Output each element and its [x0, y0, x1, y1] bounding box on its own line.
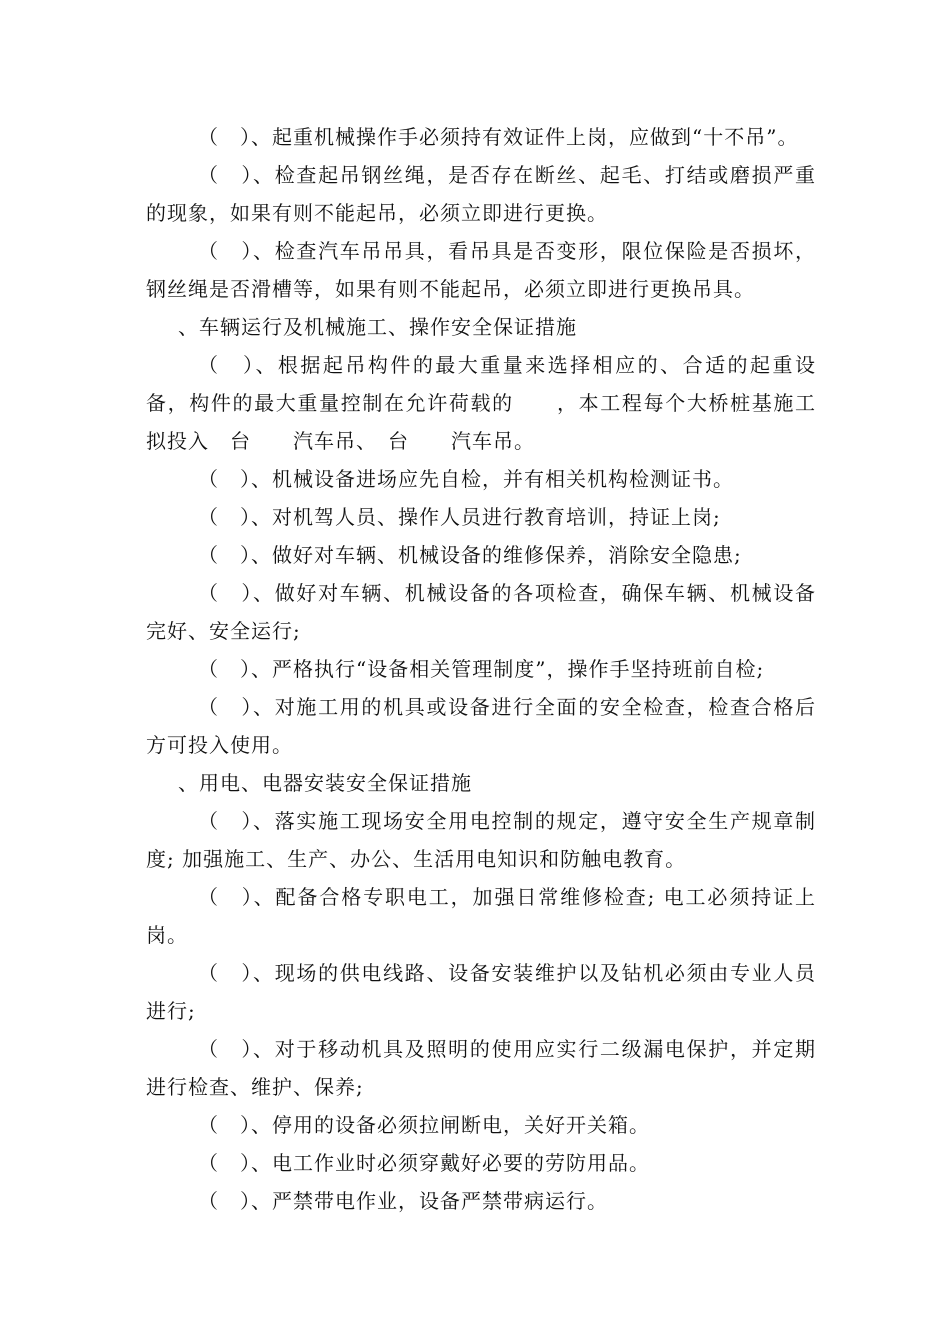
paragraph-electrical-rules: （ ）、落实施工现场安全用电控制的规定，遵守安全生产规章制度; 加强施工、生产、办公、生活用电知识和防触电教育。: [146, 809, 816, 871]
paragraph-power-lines: （ ）、现场的供电线路、设备安装维护以及钻机必须由专业人员进行;: [146, 961, 816, 1023]
paragraph-leakage-protection: （ ）、对于移动机具及照明的使用应实行二级漏电保护，并定期进行检查、维护、保养;: [146, 1037, 816, 1099]
paragraph-no-live-work: （ ）、严禁带电作业，设备严禁带病运行。: [198, 1189, 608, 1213]
paragraph-management-rules: （ ）、严格执行“设备相关管理制度”，操作手坚持班前自检;: [198, 657, 765, 681]
document-body: [146, 118, 816, 1220]
paragraph-safety-check: （ ）、对施工用的机具或设备进行全面的安全检查，检查合格后方可投入使用。: [146, 695, 816, 757]
paragraph-electrician: （ ）、配备合格专职电工，加强日常维修检查; 电工必须持证上岗。: [146, 885, 816, 947]
paragraph-protective-gear: （ ）、电工作业时必须穿戴好必要的劳防用品。: [198, 1151, 650, 1175]
paragraph-lifting-operator-certificate: （ ）、起重机械操作手必须持有效证件上岗，应做到“十不吊”。: [198, 125, 799, 149]
paragraph-power-off: （ ）、停用的设备必须拉闸断电，关好开关箱。: [198, 1113, 650, 1137]
paragraph-equipment-self-check: （ ）、机械设备进场应先自检，并有相关机构检测证书。: [198, 467, 734, 491]
paragraph-maintenance: （ ）、做好对车辆、机械设备的维修保养，消除安全隐患;: [198, 543, 742, 567]
paragraph-vehicle-inspection: （ ）、做好对车辆、机械设备的各项检查，确保车辆、机械设备完好、安全运行;: [146, 581, 816, 643]
paragraph-wire-rope-inspection: （ ）、检查起吊钢丝绳，是否存在断丝、起毛、打结或磨损严重的现象，如果有则不能起吊，必须立即进行更换。: [146, 163, 816, 225]
section-heading-vehicle-machinery: 、车辆运行及机械施工、操作安全保证措施: [178, 315, 577, 339]
paragraph-crane-selection: （ ）、根据起吊构件的最大重量来选择相应的、合适的起重设备，构件的最大重量控制在允许荷载的 ，本工程每个大桥桩基施工拟投入 台 汽车吊、 台 汽车吊。: [146, 353, 816, 453]
paragraph-crane-rigging-inspection: （ ）、检查汽车吊吊具，看吊具是否变形，限位保险是否损坏，钢丝绳是否滑槽等，如果有则不能起吊，必须立即进行更换吊具。: [146, 239, 816, 301]
paragraph-operator-training: （ ）、对机驾人员、操作人员进行教育培训，持证上岗;: [198, 505, 721, 529]
section-heading-electrical-safety: 、用电、电器安装安全保证措施: [178, 771, 472, 795]
